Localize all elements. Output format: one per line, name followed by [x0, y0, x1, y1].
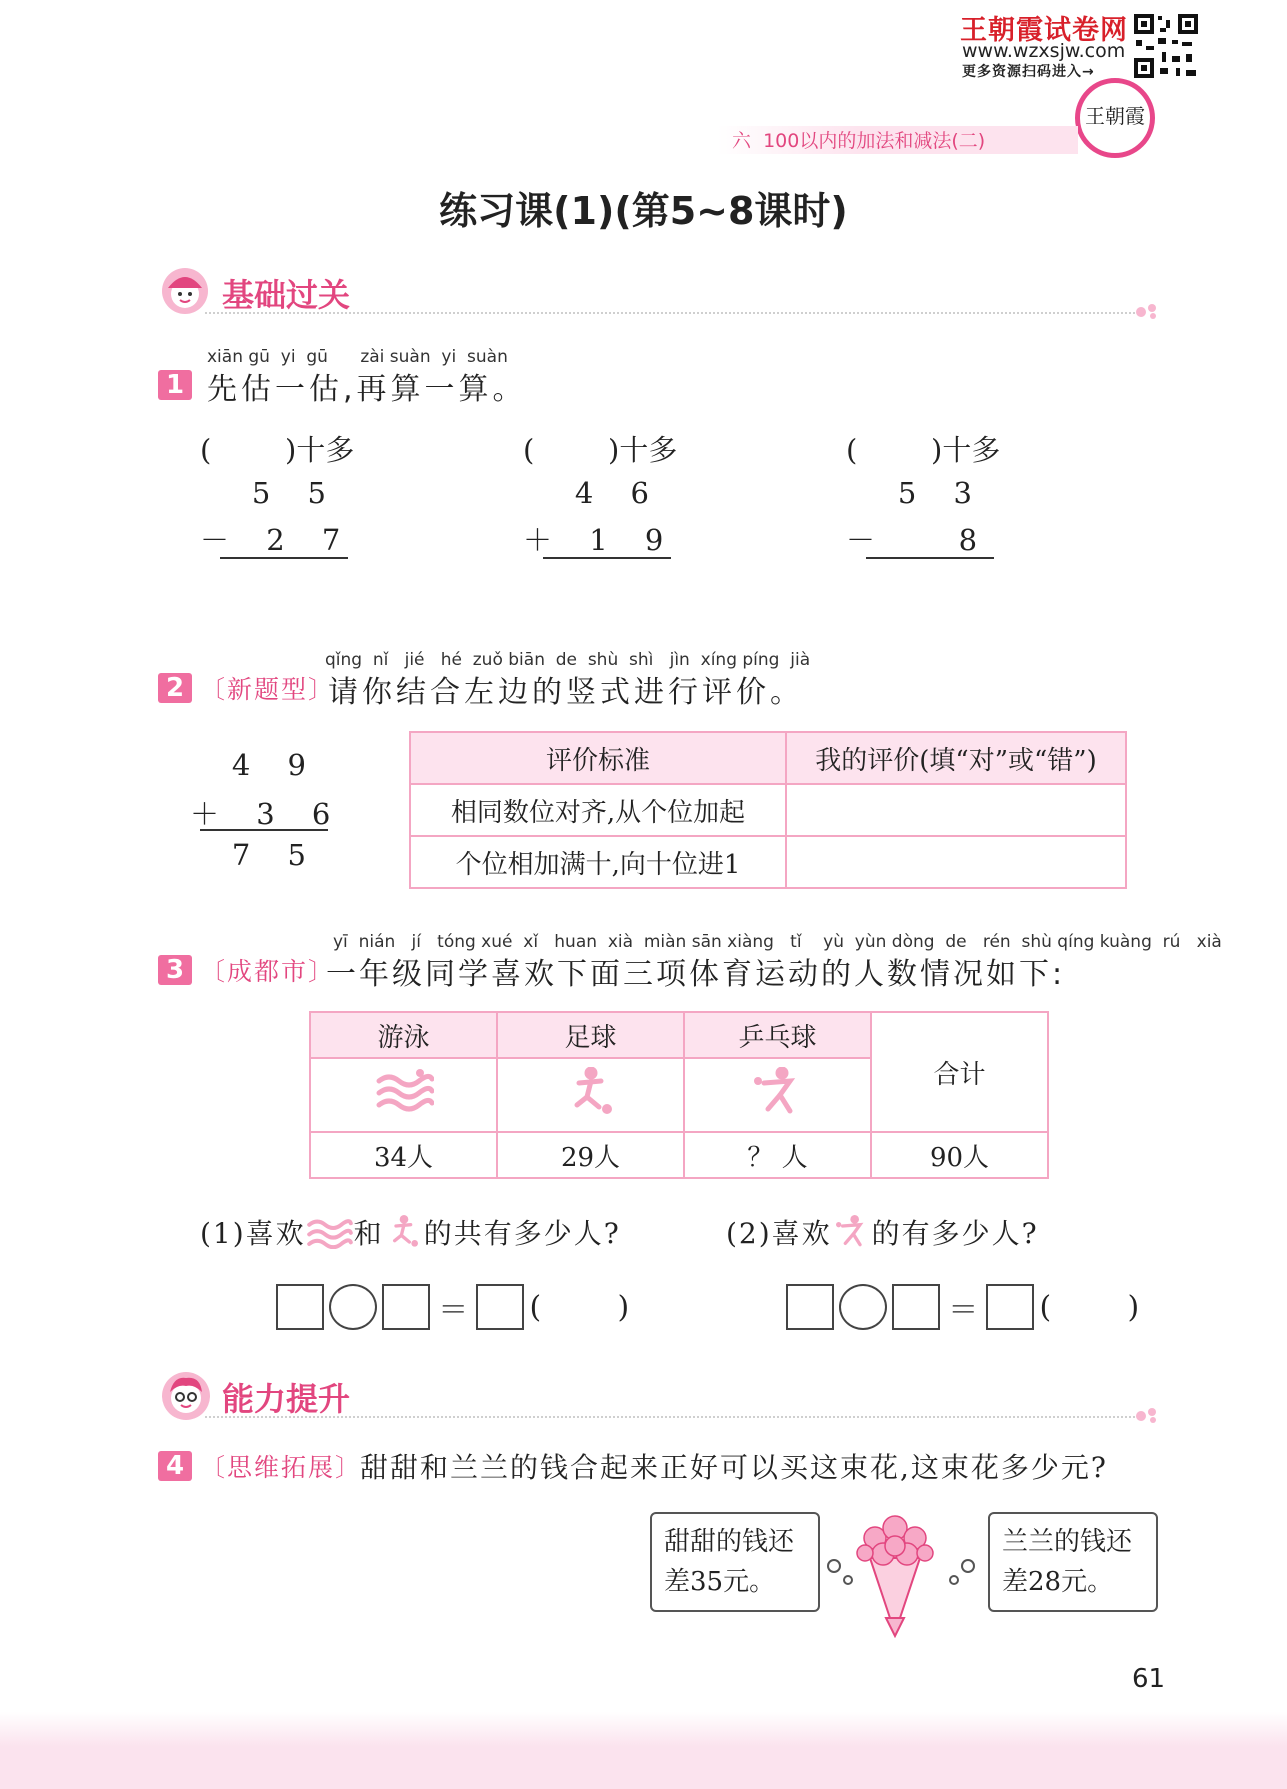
answer-box[interactable]	[786, 1284, 834, 1330]
q3-number: 3	[158, 955, 192, 985]
swimming-count: 34人	[310, 1132, 497, 1178]
table-header: 我的评价(填“对”或“错”)	[786, 732, 1126, 784]
section-basic-title: 基础过关	[222, 276, 351, 314]
brand-site: www.wzxsjw.com	[962, 40, 1126, 62]
divider-dots	[1135, 300, 1161, 324]
q3-tag: 〔成都市〕	[200, 957, 336, 986]
q2-pinyin: qǐng nǐ jié hé zuǒ biān de shù shì jìn xíng píng jià	[325, 650, 811, 670]
q4-tag: 〔思维拓展〕	[200, 1453, 363, 1482]
sub1-post: 的共有多少人?	[423, 1217, 621, 1250]
page-title: 练习课(1)(第5~8课时)	[439, 189, 848, 233]
answer-box[interactable]	[382, 1284, 430, 1330]
sport-header: 足球	[497, 1012, 684, 1058]
footer-band	[0, 1712, 1287, 1789]
answer-box[interactable]	[476, 1284, 524, 1330]
brand-stamp-logo	[1075, 78, 1155, 158]
q2-calc-top: 4 9	[231, 748, 320, 782]
soccer-count: 29人	[497, 1132, 684, 1178]
evaluation-table	[409, 731, 1127, 889]
sub2-post: 的有多少人?	[871, 1217, 1039, 1250]
q3-sub1	[200, 1212, 621, 1258]
girl-avatar-icon	[160, 266, 210, 320]
q1-number: 1	[158, 370, 192, 400]
equation-row-2	[786, 1284, 1139, 1330]
qr-code-icon[interactable]	[1132, 12, 1200, 80]
soccer-icon	[384, 1213, 424, 1258]
bubble-line: 甜甜的钱还	[664, 1527, 795, 1557]
operator-circle[interactable]	[329, 1284, 377, 1330]
stamp-text: 王朝霞	[1085, 104, 1145, 128]
soccer-icon	[497, 1058, 684, 1132]
total-count: 90人	[871, 1132, 1048, 1178]
vertical-line	[543, 557, 671, 559]
q2-number: 2	[158, 673, 192, 703]
q1-text: 先估一估,再算一算。	[207, 372, 527, 407]
unit-blank[interactable]: ( )	[1039, 1289, 1140, 1325]
vertical-line	[220, 557, 348, 559]
q4-text: 甜甜和兰兰的钱合起来正好可以买这束花,这束花多少元?	[360, 1451, 1108, 1484]
equals-sign: ＝	[948, 1293, 979, 1328]
page-number: 61	[1132, 1664, 1166, 1694]
table-tennis-count[interactable]: ？ 人	[684, 1132, 871, 1178]
operand-top: 5 5	[251, 476, 340, 510]
sub1-mid: 和	[353, 1217, 384, 1250]
sport-header: 游泳	[310, 1012, 497, 1058]
speech-bubble-lanlan	[988, 1512, 1158, 1612]
flower-bouquet-icon	[850, 1508, 940, 1642]
answer-box[interactable]	[892, 1284, 940, 1330]
q2-calc-result: 7 5	[231, 838, 320, 872]
criterion-cell: 相同数位对齐,从个位加起	[410, 784, 786, 836]
q2-tag: 〔新题型〕	[200, 675, 336, 704]
bubble-line: 兰兰的钱还	[1002, 1527, 1133, 1557]
bubble-line: 差35元。	[664, 1567, 776, 1597]
q2-text: 请你结合左边的竖式进行评价。	[328, 675, 804, 710]
chapter-label: 六 100以内的加法和减法(二)	[732, 130, 986, 152]
table-header: 评价标准	[410, 732, 786, 784]
operand-top: 4 6	[574, 476, 663, 510]
equation-row-1	[276, 1284, 629, 1330]
answer-box[interactable]	[276, 1284, 324, 1330]
estimate-blank[interactable]: ( )十多	[846, 433, 1001, 467]
operand-bottom: － 8	[846, 523, 992, 557]
estimate-blank[interactable]: ( )十多	[523, 433, 678, 467]
swimming-icon	[310, 1058, 497, 1132]
estimate-blank[interactable]: ( )十多	[200, 433, 355, 467]
equals-sign: ＝	[438, 1293, 469, 1328]
section-divider	[205, 312, 1135, 314]
q3-sub2	[726, 1212, 1039, 1258]
bubble-line: 差28元。	[1002, 1567, 1114, 1597]
divider-dots	[1135, 1404, 1161, 1428]
section-advanced-title: 能力提升	[222, 1380, 351, 1418]
criterion-cell: 个位相加满十,向十位进1	[410, 836, 786, 888]
thought-dots-right	[946, 1556, 976, 1590]
sports-table	[309, 1011, 1049, 1179]
q1-pinyin: xiān gū yi gū zài suàn yi suàn	[207, 347, 508, 367]
swimming-icon	[306, 1215, 354, 1256]
table-tennis-icon	[684, 1058, 871, 1132]
table-tennis-icon	[832, 1213, 872, 1258]
evaluation-answer-cell[interactable]	[786, 784, 1126, 836]
q3-text: 一年级同学喜欢下面三项体育运动的人数情况如下:	[326, 957, 1066, 992]
operand-bottom: － 2 7	[200, 523, 355, 557]
unit-blank[interactable]: ( )	[529, 1289, 630, 1325]
evaluation-answer-cell[interactable]	[786, 836, 1126, 888]
sport-header: 乒乓球	[684, 1012, 871, 1058]
answer-box[interactable]	[986, 1284, 1034, 1330]
section-divider	[205, 1416, 1135, 1418]
operator-circle[interactable]	[839, 1284, 887, 1330]
sub2-pre: (2)喜欢	[726, 1217, 832, 1250]
vertical-line	[866, 557, 994, 559]
q3-pinyin: yī nián jí tóng xué xǐ huan xià miàn sān xiàng tǐ yù yùn dòng de rén shù qíng kuàng rú xià	[333, 932, 1222, 952]
operand-top: 5 3	[897, 476, 986, 510]
q2-calc-bottom: ＋ 3 6	[190, 797, 345, 831]
scan-hint: 更多资源扫码进入→	[962, 64, 1095, 80]
q2-calc-line	[200, 829, 328, 831]
q4-number: 4	[158, 1451, 192, 1481]
sub1-pre: (1)喜欢	[200, 1217, 306, 1250]
operand-bottom: ＋ 1 9	[523, 523, 678, 557]
total-header: 合计	[871, 1012, 1048, 1132]
brand-title: 王朝霞试卷网	[960, 15, 1128, 46]
speech-bubble-tiantian	[650, 1512, 820, 1612]
